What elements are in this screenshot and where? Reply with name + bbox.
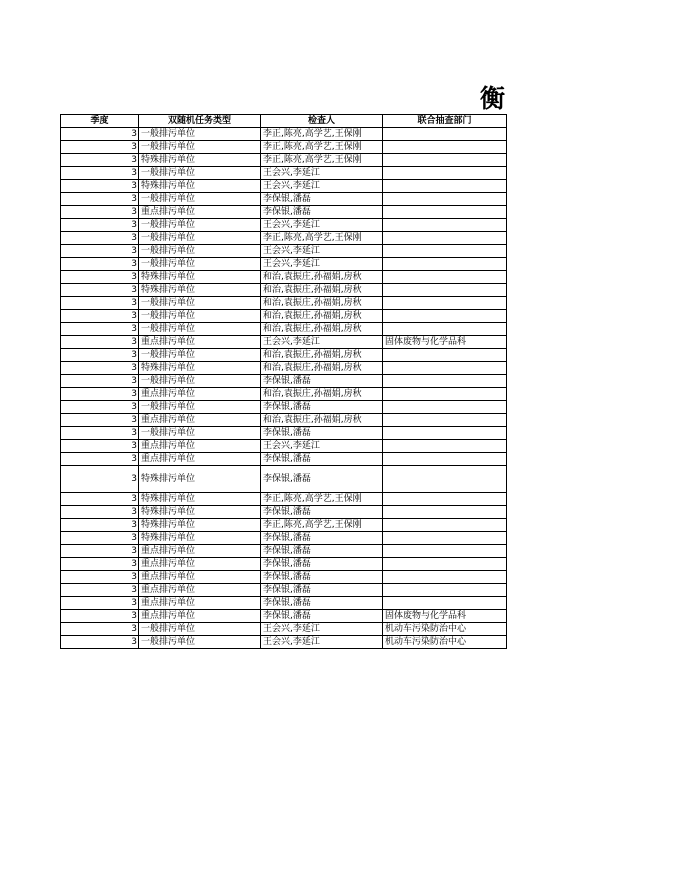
inspector-cell: 李保银,潘磊	[261, 558, 383, 571]
task-type-cell: 特殊排污单位	[139, 284, 261, 297]
inspector-cell: 和治,袁振庄,孙福娟,房秋	[261, 349, 383, 362]
table-row	[61, 141, 507, 154]
inspector-cell: 王会兴,李延江	[261, 636, 383, 649]
joint-dept-cell	[383, 258, 507, 271]
inspector-cell: 李正,陈亮,高学艺,王保刚	[261, 154, 383, 167]
table-row	[61, 623, 507, 636]
inspector-cell: 李保银,潘磊	[261, 206, 383, 219]
table-row	[61, 584, 507, 597]
quarter-cell: 3	[61, 336, 139, 349]
inspector-cell: 李正,陈亮,高学艺,王保刚	[261, 141, 383, 154]
table-row	[61, 493, 507, 506]
inspector-cell: 李正,陈亮,高学艺,王保刚	[261, 232, 383, 245]
joint-dept-cell	[383, 519, 507, 532]
task-type-cell: 重点排污单位	[139, 610, 261, 623]
inspector-cell: 李保银,潘磊	[261, 545, 383, 558]
quarter-cell: 3	[61, 414, 139, 427]
quarter-cell: 3	[61, 636, 139, 649]
quarter-cell: 3	[61, 388, 139, 401]
table-row	[61, 323, 507, 336]
table-row	[61, 349, 507, 362]
quarter-cell: 3	[61, 180, 139, 193]
task-type-cell: 一般排污单位	[139, 167, 261, 180]
table-row	[61, 258, 507, 271]
table-row	[61, 440, 507, 453]
inspector-cell: 李保银,潘磊	[261, 532, 383, 545]
inspector-cell: 李保银,潘磊	[261, 571, 383, 584]
table-row	[61, 271, 507, 284]
table-row	[61, 128, 507, 141]
inspector-cell: 王会兴,李延江	[261, 180, 383, 193]
inspector-cell: 李正,陈亮,高学艺,王保刚	[261, 519, 383, 532]
quarter-cell: 3	[61, 427, 139, 440]
inspector-cell: 王会兴,李延江	[261, 258, 383, 271]
joint-dept-cell	[383, 532, 507, 545]
quarter-cell: 3	[61, 206, 139, 219]
inspector-cell: 王会兴,李延江	[261, 440, 383, 453]
table-row	[61, 427, 507, 440]
table-row	[61, 636, 507, 649]
joint-dept-cell	[383, 466, 507, 493]
inspector-cell: 和治,袁振庄,孙福娟,房秋	[261, 414, 383, 427]
inspector-cell: 李保银,潘磊	[261, 453, 383, 466]
inspector-cell: 和治,袁振庄,孙福娟,房秋	[261, 323, 383, 336]
quarter-cell: 3	[61, 245, 139, 258]
quarter-cell: 3	[61, 297, 139, 310]
task-type-cell: 一般排污单位	[139, 219, 261, 232]
joint-dept-cell	[383, 401, 507, 414]
task-type-cell: 一般排污单位	[139, 128, 261, 141]
inspector-cell: 李正,陈亮,高学艺,王保刚	[261, 128, 383, 141]
inspector-cell: 李正,陈亮,高学艺,王保刚	[261, 493, 383, 506]
joint-dept-cell	[383, 271, 507, 284]
quarter-cell: 3	[61, 362, 139, 375]
inspector-cell: 李保银,潘磊	[261, 401, 383, 414]
task-type-cell: 一般排污单位	[139, 349, 261, 362]
inspector-cell: 王会兴,李延江	[261, 219, 383, 232]
table-row	[61, 167, 507, 180]
joint-dept-cell	[383, 414, 507, 427]
table-row	[61, 388, 507, 401]
task-type-cell: 重点排污单位	[139, 414, 261, 427]
table-row	[61, 193, 507, 206]
task-type-cell: 特殊排污单位	[139, 154, 261, 167]
task-type-cell: 特殊排污单位	[139, 466, 261, 493]
joint-dept-cell	[383, 193, 507, 206]
table-row	[61, 414, 507, 427]
quarter-cell: 3	[61, 610, 139, 623]
task-type-cell: 重点排污单位	[139, 571, 261, 584]
table-row	[61, 545, 507, 558]
table-row	[61, 336, 507, 349]
quarter-cell: 3	[61, 571, 139, 584]
task-type-cell: 一般排污单位	[139, 375, 261, 388]
table-row	[61, 297, 507, 310]
quarter-cell: 3	[61, 271, 139, 284]
inspector-cell: 和治,袁振庄,孙福娟,房秋	[261, 310, 383, 323]
joint-dept-cell	[383, 323, 507, 336]
joint-dept-cell: 机动车污染防治中心	[383, 636, 507, 649]
task-type-cell: 一般排污单位	[139, 258, 261, 271]
table-row	[61, 558, 507, 571]
joint-dept-cell	[383, 284, 507, 297]
joint-dept-cell	[383, 167, 507, 180]
table-row	[61, 245, 507, 258]
inspector-cell: 李保银,潘磊	[261, 610, 383, 623]
joint-dept-cell	[383, 506, 507, 519]
joint-dept-cell	[383, 440, 507, 453]
table-row	[61, 401, 507, 414]
quarter-cell: 3	[61, 493, 139, 506]
quarter-cell: 3	[61, 623, 139, 636]
quarter-cell: 3	[61, 401, 139, 414]
table-row	[61, 519, 507, 532]
task-type-cell: 一般排污单位	[139, 232, 261, 245]
joint-dept-cell: 固体废物与化学品科	[383, 336, 507, 349]
task-type-cell: 特殊排污单位	[139, 506, 261, 519]
task-type-cell: 一般排污单位	[139, 427, 261, 440]
header-task-type: 双随机任务类型	[139, 115, 261, 128]
quarter-cell: 3	[61, 232, 139, 245]
document-title: 衡	[480, 84, 506, 113]
quarter-cell: 3	[61, 558, 139, 571]
quarter-cell: 3	[61, 519, 139, 532]
task-type-cell: 特殊排污单位	[139, 362, 261, 375]
joint-dept-cell	[383, 545, 507, 558]
inspector-cell: 王会兴,李延江	[261, 623, 383, 636]
joint-dept-cell	[383, 427, 507, 440]
inspector-cell: 和治,袁振庄,孙福娟,房秋	[261, 284, 383, 297]
quarter-cell: 3	[61, 167, 139, 180]
quarter-cell: 3	[61, 349, 139, 362]
inspector-cell: 李保银,潘磊	[261, 466, 383, 493]
joint-dept-cell	[383, 141, 507, 154]
joint-dept-cell	[383, 310, 507, 323]
joint-dept-cell	[383, 154, 507, 167]
joint-dept-cell	[383, 219, 507, 232]
table-row	[61, 310, 507, 323]
joint-dept-cell	[383, 493, 507, 506]
inspector-cell: 李保银,潘磊	[261, 193, 383, 206]
quarter-cell: 3	[61, 375, 139, 388]
table-row	[61, 610, 507, 623]
inspector-cell: 李保银,潘磊	[261, 597, 383, 610]
inspector-cell: 王会兴,李延江	[261, 245, 383, 258]
task-type-cell: 重点排污单位	[139, 336, 261, 349]
joint-dept-cell: 机动车污染防治中心	[383, 623, 507, 636]
table-row	[61, 284, 507, 297]
table-row	[61, 154, 507, 167]
inspector-cell: 和治,袁振庄,孙福娟,房秋	[261, 388, 383, 401]
task-type-cell: 重点排污单位	[139, 206, 261, 219]
table-row	[61, 597, 507, 610]
task-type-cell: 一般排污单位	[139, 310, 261, 323]
joint-dept-cell	[383, 584, 507, 597]
table-row	[61, 219, 507, 232]
table-row	[61, 362, 507, 375]
inspection-table	[60, 114, 507, 649]
joint-dept-cell	[383, 388, 507, 401]
joint-dept-cell	[383, 349, 507, 362]
table-row	[61, 232, 507, 245]
inspector-cell: 李保银,潘磊	[261, 427, 383, 440]
task-type-cell: 一般排污单位	[139, 245, 261, 258]
table-row	[61, 375, 507, 388]
joint-dept-cell	[383, 362, 507, 375]
quarter-cell: 3	[61, 141, 139, 154]
quarter-cell: 3	[61, 323, 139, 336]
inspector-cell: 王会兴,李延江	[261, 167, 383, 180]
task-type-cell: 一般排污单位	[139, 141, 261, 154]
task-type-cell: 特殊排污单位	[139, 180, 261, 193]
table-row	[61, 206, 507, 219]
quarter-cell: 3	[61, 154, 139, 167]
table-row	[61, 466, 507, 493]
task-type-cell: 重点排污单位	[139, 545, 261, 558]
inspector-cell: 和治,袁振庄,孙福娟,房秋	[261, 362, 383, 375]
task-type-cell: 重点排污单位	[139, 440, 261, 453]
joint-dept-cell	[383, 558, 507, 571]
joint-dept-cell	[383, 128, 507, 141]
quarter-cell: 3	[61, 532, 139, 545]
task-type-cell: 重点排污单位	[139, 597, 261, 610]
header-quarter: 季度	[61, 115, 139, 128]
header-joint-dept: 联合抽查部门	[383, 115, 507, 128]
task-type-cell: 重点排污单位	[139, 388, 261, 401]
joint-dept-cell	[383, 597, 507, 610]
task-type-cell: 一般排污单位	[139, 323, 261, 336]
task-type-cell: 一般排污单位	[139, 193, 261, 206]
task-type-cell: 重点排污单位	[139, 453, 261, 466]
inspector-cell: 李保银,潘磊	[261, 375, 383, 388]
task-type-cell: 重点排污单位	[139, 558, 261, 571]
task-type-cell: 重点排污单位	[139, 584, 261, 597]
quarter-cell: 3	[61, 506, 139, 519]
table-row	[61, 453, 507, 466]
quarter-cell: 3	[61, 545, 139, 558]
quarter-cell: 3	[61, 597, 139, 610]
quarter-cell: 3	[61, 284, 139, 297]
joint-dept-cell	[383, 571, 507, 584]
joint-dept-cell	[383, 232, 507, 245]
header-row	[61, 115, 507, 128]
quarter-cell: 3	[61, 466, 139, 493]
inspector-cell: 和治,袁振庄,孙福娟,房秋	[261, 297, 383, 310]
task-type-cell: 特殊排污单位	[139, 519, 261, 532]
task-type-cell: 一般排污单位	[139, 636, 261, 649]
task-type-cell: 特殊排污单位	[139, 532, 261, 545]
quarter-cell: 3	[61, 128, 139, 141]
quarter-cell: 3	[61, 193, 139, 206]
task-type-cell: 一般排污单位	[139, 401, 261, 414]
quarter-cell: 3	[61, 310, 139, 323]
quarter-cell: 3	[61, 219, 139, 232]
table-row	[61, 571, 507, 584]
joint-dept-cell	[383, 245, 507, 258]
task-type-cell: 一般排污单位	[139, 623, 261, 636]
task-type-cell: 特殊排污单位	[139, 271, 261, 284]
table-row	[61, 506, 507, 519]
quarter-cell: 3	[61, 584, 139, 597]
joint-dept-cell	[383, 297, 507, 310]
task-type-cell: 一般排污单位	[139, 297, 261, 310]
inspector-cell: 李保银,潘磊	[261, 506, 383, 519]
quarter-cell: 3	[61, 440, 139, 453]
inspector-cell: 李保银,潘磊	[261, 584, 383, 597]
table-row	[61, 532, 507, 545]
table-row	[61, 180, 507, 193]
joint-dept-cell	[383, 206, 507, 219]
inspector-cell: 王会兴,李延江	[261, 336, 383, 349]
joint-dept-cell: 固体废物与化学品科	[383, 610, 507, 623]
quarter-cell: 3	[61, 258, 139, 271]
header-inspector: 检查人	[261, 115, 383, 128]
inspector-cell: 和治,袁振庄,孙福娟,房秋	[261, 271, 383, 284]
joint-dept-cell	[383, 453, 507, 466]
joint-dept-cell	[383, 375, 507, 388]
task-type-cell: 特殊排污单位	[139, 493, 261, 506]
quarter-cell: 3	[61, 453, 139, 466]
joint-dept-cell	[383, 180, 507, 193]
